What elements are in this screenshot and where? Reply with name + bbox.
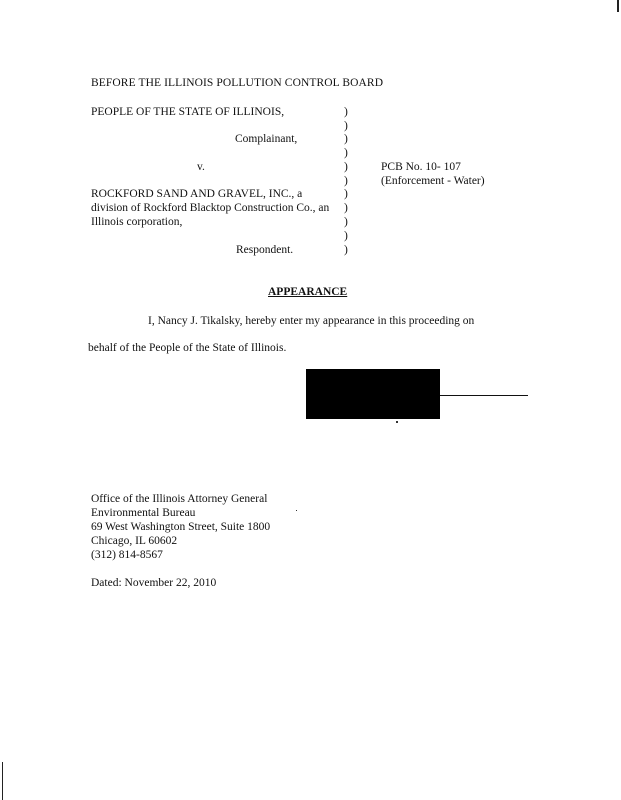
complainant-label: Complainant, xyxy=(235,133,298,145)
caption-paren: ) xyxy=(344,120,348,132)
appearance-text-line-1: I, Nancy J. Tikalsky, hereby enter my appearance in this proceeding on xyxy=(148,315,475,327)
caption-paren: ) xyxy=(344,106,348,118)
case-number: PCB No. 10- 107 xyxy=(381,161,461,173)
address-line-4: Chicago, IL 60602 xyxy=(91,535,178,547)
caption-paren: ) xyxy=(344,244,348,256)
caption-paren: ) xyxy=(344,161,348,173)
caption-paren: ) xyxy=(344,216,348,228)
address-line-2: Environmental Bureau xyxy=(91,507,196,519)
address-line-1: Office of the Illinois Attorney General xyxy=(91,493,268,505)
caption-paren: ) xyxy=(344,202,348,214)
scan-speck xyxy=(296,510,297,511)
caption-paren: ) xyxy=(344,147,348,159)
caption-paren: ) xyxy=(344,188,348,200)
caption-paren: ) xyxy=(344,230,348,242)
caption-paren: ) xyxy=(344,133,348,145)
plaintiff-name: PEOPLE OF THE STATE OF ILLINOIS, xyxy=(91,106,285,118)
case-type: (Enforcement - Water) xyxy=(381,175,485,187)
scan-edge-mark xyxy=(617,0,619,12)
defendant-line-2: division of Rockford Blacktop Construction Co., an xyxy=(91,202,330,214)
caption-paren: ) xyxy=(344,175,348,187)
address-line-3: 69 West Washington Street, Suite 1800 xyxy=(91,521,271,533)
address-line-5: (312) 814-8567 xyxy=(91,549,163,561)
scan-speck xyxy=(396,421,398,423)
defendant-line-1: ROCKFORD SAND AND GRAVEL, INC., a xyxy=(91,188,303,200)
signature-line xyxy=(440,395,528,396)
appearance-text-line-2: behalf of the People of the State of Illinois. xyxy=(88,342,287,354)
dated-line: Dated: November 22, 2010 xyxy=(91,577,217,589)
signature-redaction xyxy=(306,369,440,419)
respondent-label: Respondent. xyxy=(236,244,294,256)
defendant-line-3: Illinois corporation, xyxy=(91,216,183,228)
appearance-title: APPEARANCE xyxy=(268,286,348,298)
versus-label: v. xyxy=(197,161,205,173)
scan-edge-mark xyxy=(2,762,3,800)
board-heading: BEFORE THE ILLINOIS POLLUTION CONTROL BOARD xyxy=(91,77,384,89)
